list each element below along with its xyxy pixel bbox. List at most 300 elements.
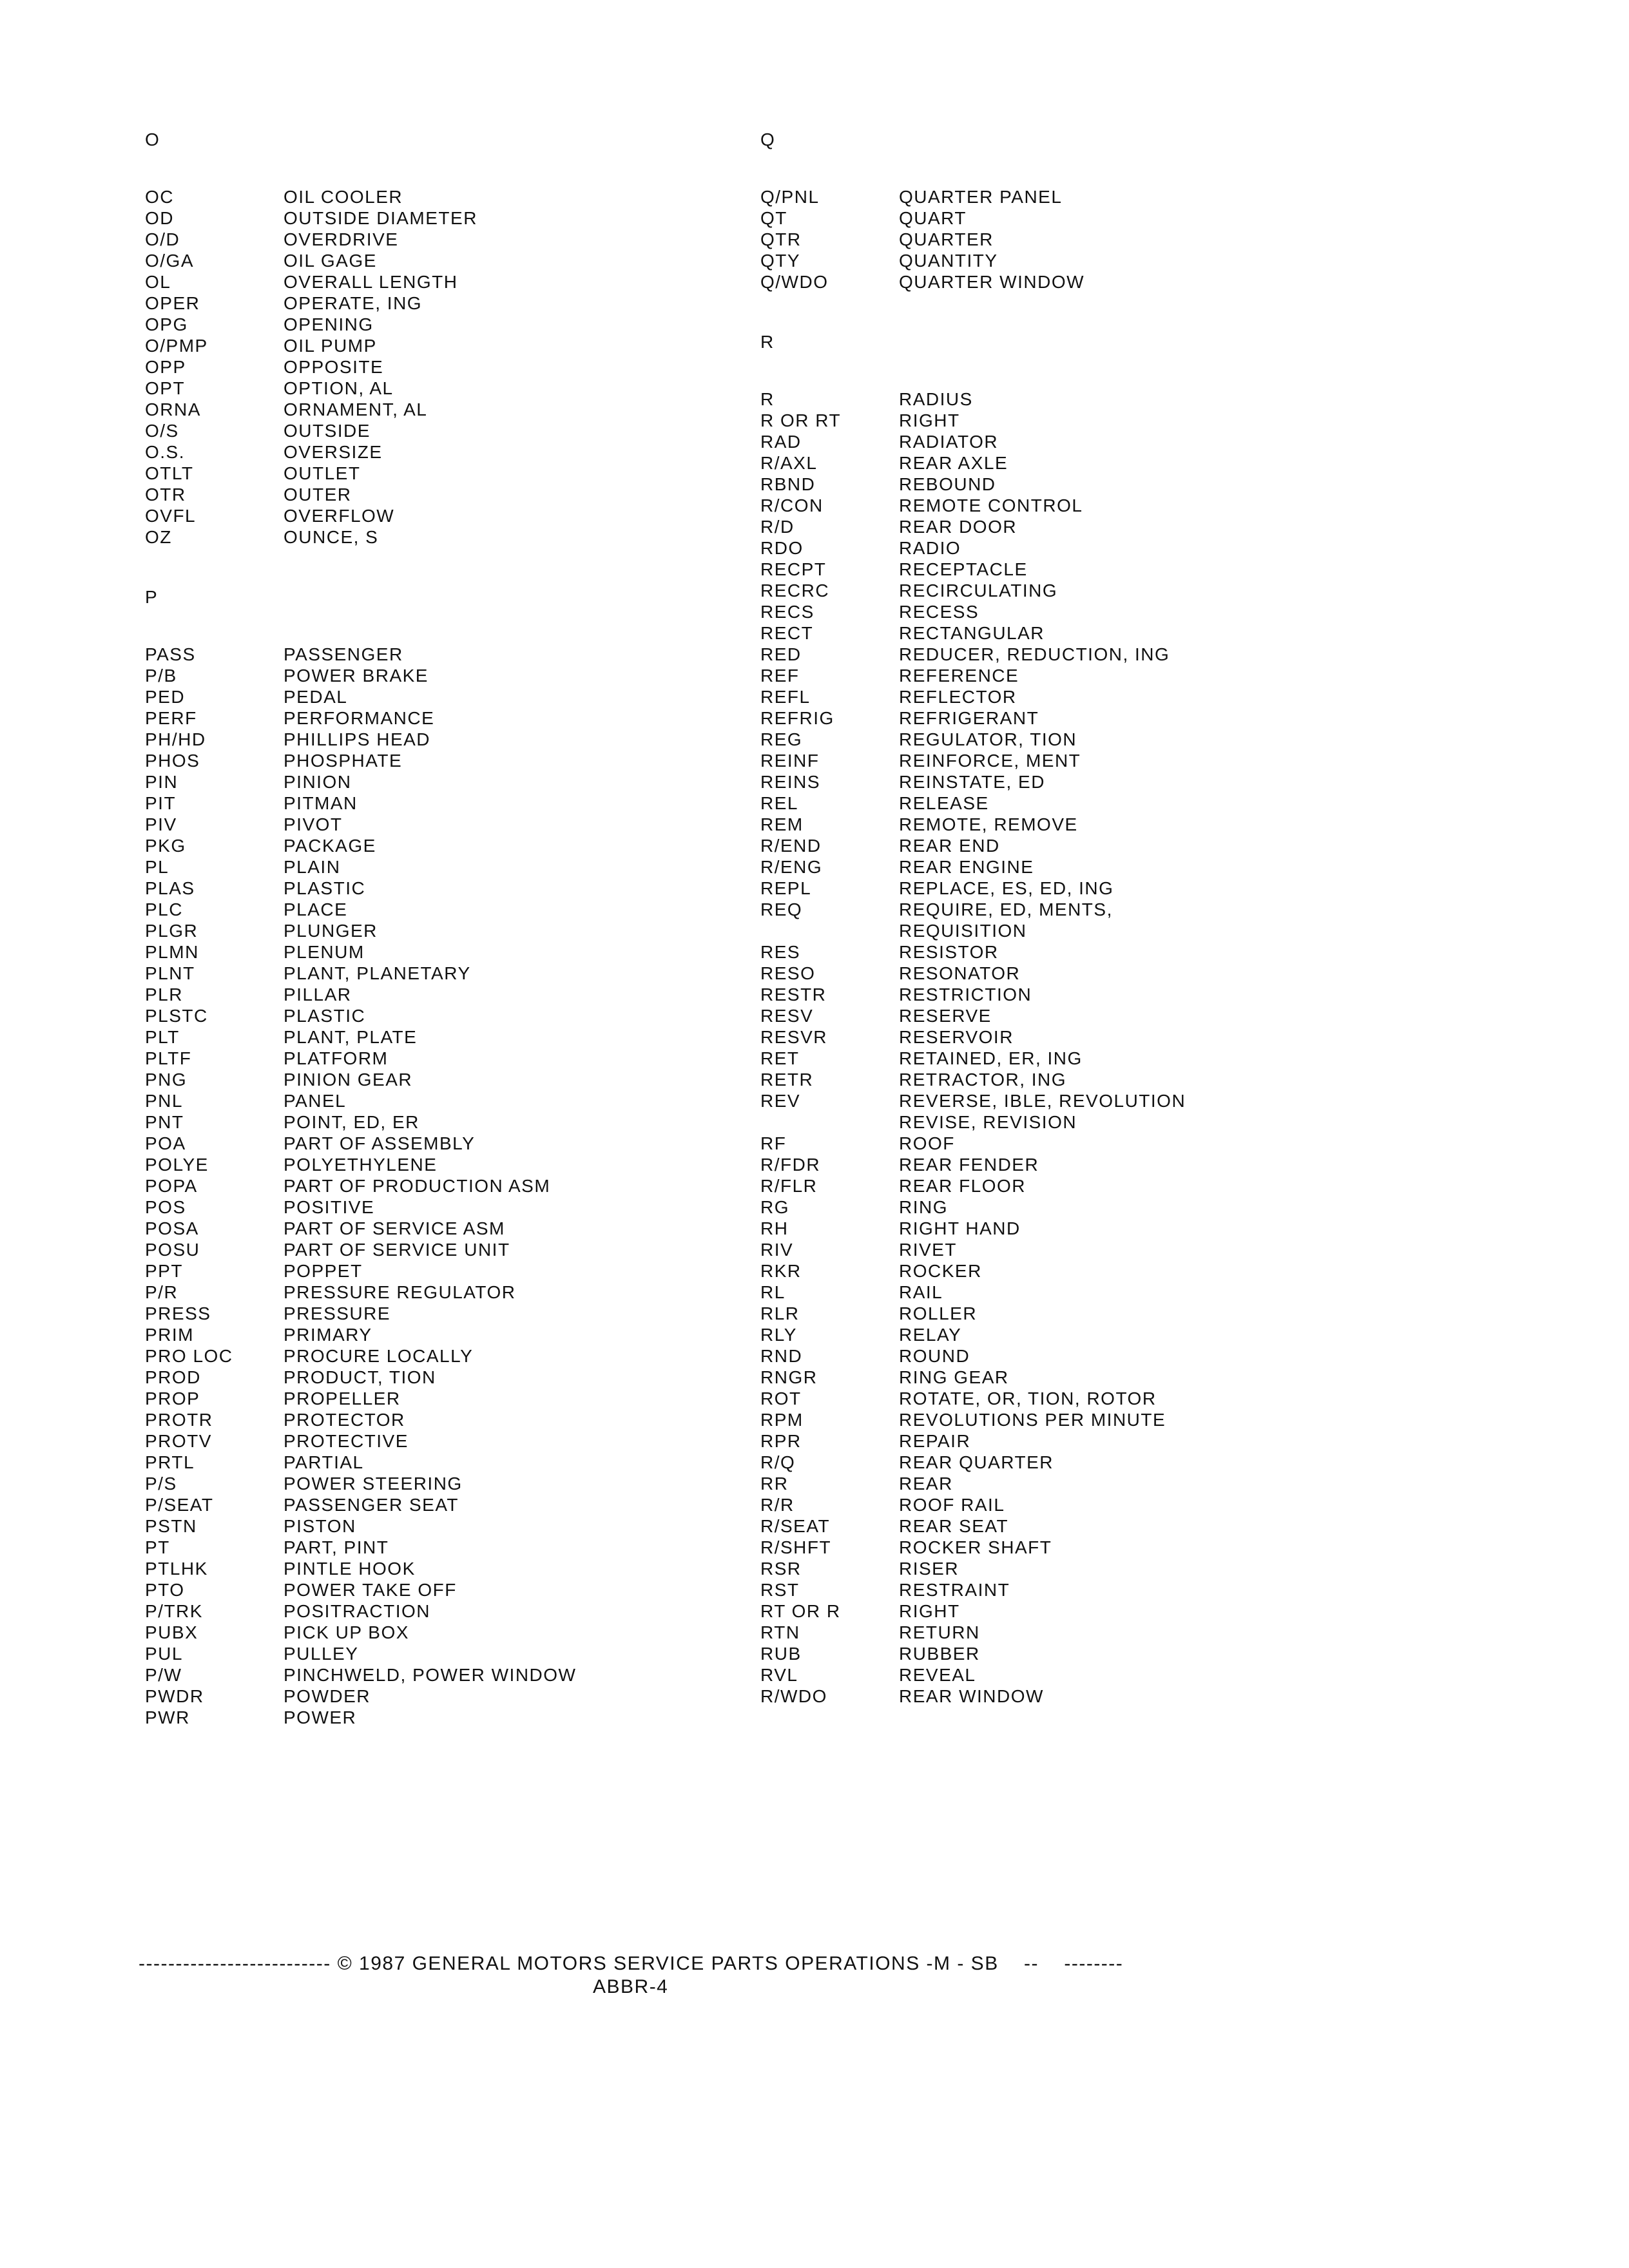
definition: OUTSIDE DIAMETER bbox=[284, 208, 477, 228]
abbreviation: REV bbox=[760, 1091, 801, 1111]
definition: RECESS bbox=[899, 602, 979, 622]
abbreviation-entry bbox=[145, 1026, 577, 1048]
definition: REFLECTOR bbox=[899, 687, 1017, 707]
abbreviation-entry bbox=[145, 856, 577, 878]
definition: REAR AXLE bbox=[899, 453, 1008, 473]
abbreviation: RH bbox=[760, 1218, 789, 1238]
abbreviation-entry bbox=[145, 1452, 577, 1473]
abbreviation-entry bbox=[760, 963, 1186, 984]
section-q bbox=[760, 129, 1186, 293]
definition: OIL GAGE bbox=[284, 251, 377, 271]
abbreviation-entry bbox=[145, 1686, 577, 1707]
abbreviation-entry bbox=[760, 665, 1186, 686]
abbreviation: OZ bbox=[145, 527, 172, 547]
abbreviation: PLAS bbox=[145, 878, 195, 898]
definition: RUBBER bbox=[899, 1644, 980, 1664]
definition: PERFORMANCE bbox=[284, 708, 435, 728]
abbreviation: R/CON bbox=[760, 495, 824, 515]
definition: OIL PUMP bbox=[284, 336, 377, 356]
definition: POSITIVE bbox=[284, 1197, 375, 1217]
definition: OUTSIDE bbox=[284, 421, 371, 441]
abbreviation-entry bbox=[145, 1579, 577, 1600]
abbreviation: PLSTC bbox=[145, 1006, 208, 1026]
abbreviation: P/R bbox=[145, 1282, 178, 1302]
abbreviation-entry bbox=[760, 1452, 1186, 1473]
abbreviation: RR bbox=[760, 1474, 789, 1494]
abbreviation: OPER bbox=[145, 293, 200, 313]
abbreviation-entry bbox=[760, 835, 1186, 856]
abbreviation-entry bbox=[760, 1048, 1186, 1069]
abbreviation-entry bbox=[760, 1026, 1186, 1048]
abbreviation-entry bbox=[760, 622, 1186, 644]
abbreviation: REF bbox=[760, 666, 800, 686]
abbreviation: REINS bbox=[760, 772, 821, 792]
abbreviation: POLYE bbox=[145, 1155, 209, 1175]
abbreviation-entry bbox=[145, 271, 577, 293]
abbreviation-entry bbox=[145, 1218, 577, 1239]
definition: REMOTE CONTROL bbox=[899, 495, 1083, 515]
abbreviation-entry bbox=[760, 1196, 1186, 1218]
abbreviation: RG bbox=[760, 1197, 789, 1217]
abbreviation bbox=[760, 920, 899, 941]
abbreviation-entry bbox=[760, 229, 1186, 250]
abbreviation-entry bbox=[760, 1133, 1186, 1154]
abbreviation: OPG bbox=[145, 314, 188, 334]
abbreviation: R/END bbox=[760, 836, 822, 856]
abbreviation: Q/PNL bbox=[760, 187, 820, 207]
definition: PINTLE HOOK bbox=[284, 1559, 416, 1579]
definition: PART OF SERVICE ASM bbox=[284, 1218, 505, 1238]
definition: PRESSURE REGULATOR bbox=[284, 1282, 516, 1302]
definition: REGULATOR, TION bbox=[899, 729, 1077, 749]
definition: PEDAL bbox=[284, 687, 348, 707]
section-letter: P bbox=[145, 587, 159, 607]
abbreviation: POA bbox=[145, 1133, 186, 1153]
definition: POPPET bbox=[284, 1261, 363, 1281]
definition: PILLAR bbox=[284, 985, 352, 1004]
abbreviation-entry bbox=[760, 580, 1186, 601]
definition: REPLACE, ES, ED, ING bbox=[899, 878, 1114, 898]
definition: OVERSIZE bbox=[284, 442, 383, 462]
abbreviation-entry bbox=[760, 1494, 1186, 1515]
abbreviation-entry bbox=[760, 186, 1186, 207]
abbreviation-entry bbox=[760, 537, 1186, 559]
definition: RETURN bbox=[899, 1622, 980, 1642]
abbreviation-entry bbox=[145, 1175, 577, 1196]
abbreviation: PLR bbox=[145, 985, 183, 1004]
abbreviation-entry bbox=[145, 1303, 577, 1324]
definition: OVERDRIVE bbox=[284, 229, 399, 249]
definition: RING bbox=[899, 1197, 948, 1217]
definition: PROCURE LOCALLY bbox=[284, 1346, 474, 1366]
abbreviation-entry bbox=[145, 1196, 577, 1218]
definition: RESERVOIR bbox=[899, 1027, 1014, 1047]
definition: REAR FENDER bbox=[899, 1155, 1039, 1175]
abbreviation-entry bbox=[760, 1558, 1186, 1579]
definition: QUANTITY bbox=[899, 251, 998, 271]
definition: ROCKER bbox=[899, 1261, 982, 1281]
abbreviation: PLMN bbox=[145, 942, 199, 962]
left-column bbox=[145, 129, 577, 1767]
abbreviation-entry bbox=[145, 356, 577, 378]
abbreviation: O/D bbox=[145, 229, 180, 249]
definition: PINCHWELD, POWER WINDOW bbox=[284, 1665, 577, 1685]
abbreviation-entry bbox=[760, 474, 1186, 495]
abbreviation: P/SEAT bbox=[145, 1495, 214, 1515]
abbreviation-entry bbox=[145, 314, 577, 335]
abbreviation-entry bbox=[760, 920, 1186, 941]
abbreviation-entry bbox=[145, 526, 577, 548]
abbreviation-entry bbox=[145, 1643, 577, 1664]
definition: PASSENGER SEAT bbox=[284, 1495, 459, 1515]
definition: REAR FLOOR bbox=[899, 1176, 1027, 1196]
abbreviation: PKG bbox=[145, 836, 186, 856]
abbreviation-entry bbox=[760, 559, 1186, 580]
abbreviation-entry bbox=[760, 1239, 1186, 1260]
abbreviation: PLGR bbox=[145, 921, 198, 941]
abbreviation-entry bbox=[145, 207, 577, 229]
abbreviation: R/D bbox=[760, 517, 795, 537]
definition: PRESSURE bbox=[284, 1303, 391, 1323]
definition: OUTER bbox=[284, 485, 352, 505]
definition: PLUNGER bbox=[284, 921, 378, 941]
abbreviation: RPR bbox=[760, 1431, 802, 1451]
abbreviation: POS bbox=[145, 1197, 186, 1217]
abbreviation-entry bbox=[145, 941, 577, 963]
definition: PANEL bbox=[284, 1091, 347, 1111]
abbreviation-entry bbox=[145, 1409, 577, 1430]
right-column bbox=[760, 129, 1186, 1745]
definition: OPPOSITE bbox=[284, 357, 384, 377]
abbreviation-entry bbox=[760, 707, 1186, 729]
abbreviation-entry bbox=[760, 1430, 1186, 1452]
definition: RESONATOR bbox=[899, 963, 1021, 983]
abbreviation-entry bbox=[145, 420, 577, 441]
abbreviation-entry bbox=[145, 1239, 577, 1260]
definition: REFERENCE bbox=[899, 666, 1019, 686]
abbreviation-entry bbox=[760, 1005, 1186, 1026]
abbreviation-entry bbox=[760, 1069, 1186, 1090]
definition: RIGHT bbox=[899, 1601, 960, 1621]
abbreviation: R/SEAT bbox=[760, 1516, 831, 1536]
section-letter: R bbox=[760, 332, 775, 352]
footer-copyright: -------------------------- © 1987 GENERAL MOTORS SERVICE PARTS OPERATIONS -M - SB -- -------- bbox=[139, 1953, 1124, 1974]
abbreviation-entry bbox=[145, 1558, 577, 1579]
definition: RESISTOR bbox=[899, 942, 999, 962]
abbreviation: PNT bbox=[145, 1112, 184, 1132]
definition: REAR ENGINE bbox=[899, 857, 1034, 877]
abbreviation: R bbox=[760, 389, 775, 409]
abbreviation-entry bbox=[760, 1260, 1186, 1282]
abbreviation: REFL bbox=[760, 687, 811, 707]
definition: OUTLET bbox=[284, 463, 361, 483]
abbreviation: RECPT bbox=[760, 559, 827, 579]
abbreviation-entry bbox=[760, 729, 1186, 750]
abbreviation-entry bbox=[145, 899, 577, 920]
definition: ROTATE, OR, TION, ROTOR bbox=[899, 1389, 1157, 1408]
definition: OIL COOLER bbox=[284, 187, 403, 207]
abbreviation: OPT bbox=[145, 378, 186, 398]
abbreviation: PROTR bbox=[145, 1410, 213, 1430]
abbreviation-entry bbox=[760, 1473, 1186, 1494]
definition: RETAINED, ER, ING bbox=[899, 1048, 1083, 1068]
abbreviation: Q/WDO bbox=[760, 272, 829, 292]
definition: REAR SEAT bbox=[899, 1516, 1009, 1536]
abbreviation: O/S bbox=[145, 421, 179, 441]
definition: RETRACTOR, ING bbox=[899, 1070, 1067, 1090]
abbreviation: PWR bbox=[145, 1707, 190, 1727]
abbreviation: PASS bbox=[145, 644, 196, 664]
abbreviation: PT bbox=[145, 1537, 170, 1557]
section-letter: Q bbox=[760, 130, 776, 149]
abbreviation: QTR bbox=[760, 229, 802, 249]
definition: RAIL bbox=[899, 1282, 943, 1302]
abbreviation: PLNT bbox=[145, 963, 195, 983]
abbreviation: PERF bbox=[145, 708, 197, 728]
abbreviation: PIN bbox=[145, 772, 178, 792]
abbreviation: PROP bbox=[145, 1389, 200, 1408]
abbreviation: R/FDR bbox=[760, 1155, 821, 1175]
definition: PLASTIC bbox=[284, 1006, 366, 1026]
definition: ROLLER bbox=[899, 1303, 978, 1323]
abbreviation-entry bbox=[145, 665, 577, 686]
abbreviation: QTY bbox=[760, 251, 801, 271]
definition: RIVET bbox=[899, 1240, 957, 1260]
definition: ROOF bbox=[899, 1133, 955, 1153]
abbreviation-entry bbox=[145, 463, 577, 484]
definition: PHOSPHATE bbox=[284, 751, 403, 771]
abbreviation: RED bbox=[760, 644, 802, 664]
abbreviation-entry bbox=[145, 771, 577, 793]
abbreviation: RVL bbox=[760, 1665, 798, 1685]
abbreviation: RETR bbox=[760, 1070, 814, 1090]
abbreviation: R/R bbox=[760, 1495, 795, 1515]
abbreviation: P/TRK bbox=[145, 1601, 203, 1621]
definition: POSITRACTION bbox=[284, 1601, 431, 1621]
section-p bbox=[145, 586, 577, 1728]
abbreviation: REM bbox=[760, 814, 804, 834]
abbreviation-entry bbox=[145, 793, 577, 814]
abbreviation-entry bbox=[760, 1175, 1186, 1196]
definition: OPERATE, ING bbox=[284, 293, 423, 313]
abbreviation: REG bbox=[760, 729, 803, 749]
definition: OVERALL LENGTH bbox=[284, 272, 458, 292]
abbreviation-entry bbox=[145, 1111, 577, 1133]
abbreviation: REL bbox=[760, 793, 798, 813]
definition: PART OF SERVICE UNIT bbox=[284, 1240, 510, 1260]
abbreviation: RF bbox=[760, 1133, 787, 1153]
definition: PINION GEAR bbox=[284, 1070, 413, 1090]
abbreviation: PIT bbox=[145, 793, 177, 813]
section-o bbox=[145, 129, 577, 548]
abbreviation-entry bbox=[760, 1515, 1186, 1537]
section-letter: O bbox=[145, 130, 160, 149]
abbreviation-entry bbox=[145, 1005, 577, 1026]
abbreviation-entry bbox=[760, 1686, 1186, 1707]
abbreviation-entry bbox=[760, 856, 1186, 878]
definition: REQUISITION bbox=[899, 921, 1027, 941]
definition: POINT, ED, ER bbox=[284, 1112, 419, 1132]
abbreviation-entry bbox=[145, 1515, 577, 1537]
abbreviation: R/Q bbox=[760, 1452, 796, 1472]
abbreviation-entry bbox=[760, 984, 1186, 1005]
abbreviation-entry bbox=[145, 1494, 577, 1515]
definition: PRIMARY bbox=[284, 1325, 372, 1345]
abbreviation: RPM bbox=[760, 1410, 804, 1430]
abbreviation bbox=[760, 1111, 899, 1133]
abbreviation-entry bbox=[145, 378, 577, 399]
abbreviation: R/AXL bbox=[760, 453, 818, 473]
definition: REAR WINDOW bbox=[899, 1686, 1044, 1706]
abbreviation-entry bbox=[760, 878, 1186, 899]
definition: RIGHT bbox=[899, 410, 960, 430]
abbreviation-entry bbox=[145, 920, 577, 941]
definition: RING GEAR bbox=[899, 1367, 1009, 1387]
definition: PLACE bbox=[284, 899, 348, 919]
abbreviation-entry bbox=[145, 335, 577, 356]
abbreviation-entry bbox=[145, 1133, 577, 1154]
definition: PLATFORM bbox=[284, 1048, 389, 1068]
abbreviation: OD bbox=[145, 208, 174, 228]
abbreviation-entry bbox=[760, 941, 1186, 963]
definition: RECTANGULAR bbox=[899, 623, 1045, 643]
definition: REVEAL bbox=[899, 1665, 976, 1685]
abbreviation-entry bbox=[760, 452, 1186, 474]
abbreviation: RLY bbox=[760, 1325, 797, 1345]
abbreviation: RTN bbox=[760, 1622, 800, 1642]
abbreviation-entry bbox=[760, 1537, 1186, 1558]
abbreviation-entry bbox=[760, 644, 1186, 665]
definition: REFRIGERANT bbox=[899, 708, 1039, 728]
definition: REAR END bbox=[899, 836, 1000, 856]
definition: PLANT, PLANETARY bbox=[284, 963, 471, 983]
abbreviation-entry bbox=[145, 707, 577, 729]
definition: RISER bbox=[899, 1559, 959, 1579]
definition: PART OF PRODUCTION ASM bbox=[284, 1176, 551, 1196]
abbreviation-entry bbox=[145, 229, 577, 250]
definition: RELEASE bbox=[899, 793, 989, 813]
definition: RESERVE bbox=[899, 1006, 992, 1026]
abbreviation-entry bbox=[145, 1048, 577, 1069]
abbreviation: RUB bbox=[760, 1644, 802, 1664]
abbreviation: PROD bbox=[145, 1367, 201, 1387]
definition: POLYETHYLENE bbox=[284, 1155, 438, 1175]
abbreviation-entry bbox=[145, 250, 577, 271]
abbreviation: OTR bbox=[145, 485, 186, 505]
abbreviation: RIV bbox=[760, 1240, 794, 1260]
abbreviation-entry bbox=[145, 484, 577, 505]
abbreviation: QT bbox=[760, 208, 787, 228]
abbreviation-entry bbox=[760, 1282, 1186, 1303]
abbreviation: RESVR bbox=[760, 1027, 827, 1047]
abbreviation-entry bbox=[145, 878, 577, 899]
definition: REDUCER, REDUCTION, ING bbox=[899, 644, 1170, 664]
abbreviation-entry bbox=[760, 1664, 1186, 1686]
abbreviation: PTLHK bbox=[145, 1559, 208, 1579]
abbreviation-entry bbox=[145, 1367, 577, 1388]
definition: RESTRICTION bbox=[899, 985, 1032, 1004]
abbreviation: RNGR bbox=[760, 1367, 818, 1387]
definition: RELAY bbox=[899, 1325, 962, 1345]
abbreviation: OVFL bbox=[145, 506, 197, 526]
definition: REINFORCE, MENT bbox=[899, 751, 1081, 771]
abbreviation-entry bbox=[760, 1409, 1186, 1430]
abbreviation: PTO bbox=[145, 1580, 185, 1600]
definition: REPAIR bbox=[899, 1431, 971, 1451]
abbreviation: R OR RT bbox=[760, 410, 842, 430]
definition: POWER bbox=[284, 1707, 357, 1727]
abbreviation: RECT bbox=[760, 623, 814, 643]
definition: PULLEY bbox=[284, 1644, 359, 1664]
abbreviation-entry bbox=[145, 1622, 577, 1643]
definition: QUARTER bbox=[899, 229, 994, 249]
abbreviation-entry bbox=[760, 1345, 1186, 1367]
abbreviation-entry bbox=[145, 1345, 577, 1367]
section-r bbox=[760, 331, 1186, 1707]
abbreviation-entry bbox=[760, 1111, 1186, 1133]
abbreviation-entry bbox=[145, 644, 577, 665]
definition: POWER STEERING bbox=[284, 1474, 463, 1494]
abbreviation-entry bbox=[145, 1388, 577, 1409]
abbreviation: PIV bbox=[145, 814, 177, 834]
abbreviation-entry bbox=[760, 516, 1186, 537]
definition: PART OF ASSEMBLY bbox=[284, 1133, 476, 1153]
abbreviation-entry bbox=[760, 1218, 1186, 1239]
abbreviation: P/B bbox=[145, 666, 177, 686]
abbreviation-entry bbox=[145, 1154, 577, 1175]
definition: OPTION, AL bbox=[284, 378, 394, 398]
abbreviation-entry bbox=[760, 1367, 1186, 1388]
definition: REVISE, REVISION bbox=[899, 1112, 1077, 1132]
definition: QUARTER WINDOW bbox=[899, 272, 1085, 292]
abbreviation: PUBX bbox=[145, 1622, 198, 1642]
abbreviation: PL bbox=[145, 857, 169, 877]
abbreviation: RSR bbox=[760, 1559, 802, 1579]
definition: PROTECTIVE bbox=[284, 1431, 409, 1451]
abbreviation: POPA bbox=[145, 1176, 198, 1196]
abbreviation-entry bbox=[760, 495, 1186, 516]
abbreviation-entry bbox=[145, 729, 577, 750]
abbreviation: RECS bbox=[760, 602, 815, 622]
definition: PIVOT bbox=[284, 814, 343, 834]
abbreviation: REINF bbox=[760, 751, 820, 771]
abbreviation: PLT bbox=[145, 1027, 180, 1047]
abbreviation: OC bbox=[145, 187, 174, 207]
abbreviation-entry bbox=[145, 186, 577, 207]
abbreviation-entry bbox=[145, 293, 577, 314]
abbreviation-entry bbox=[760, 814, 1186, 835]
definition: RECIRCULATING bbox=[899, 581, 1058, 601]
abbreviation: PLTF bbox=[145, 1048, 192, 1068]
page-number: ABBR-4 bbox=[593, 1976, 669, 1997]
definition: PLENUM bbox=[284, 942, 365, 962]
abbreviation: PRO LOC bbox=[145, 1346, 233, 1366]
abbreviation: RST bbox=[760, 1580, 800, 1600]
abbreviation: PNL bbox=[145, 1091, 183, 1111]
definition: POWER BRAKE bbox=[284, 666, 429, 686]
abbreviation: R/FLR bbox=[760, 1176, 818, 1196]
definition: PARTIAL bbox=[284, 1452, 364, 1472]
abbreviation-entry bbox=[760, 899, 1186, 920]
abbreviation: PWDR bbox=[145, 1686, 204, 1706]
abbreviation-entry bbox=[760, 750, 1186, 771]
definition: QUARTER PANEL bbox=[899, 187, 1063, 207]
abbreviation: RDO bbox=[760, 538, 804, 558]
abbreviation-entry bbox=[760, 601, 1186, 622]
abbreviation-entry bbox=[145, 441, 577, 463]
abbreviation-entry bbox=[145, 1600, 577, 1622]
definition: RECEPTACLE bbox=[899, 559, 1028, 579]
